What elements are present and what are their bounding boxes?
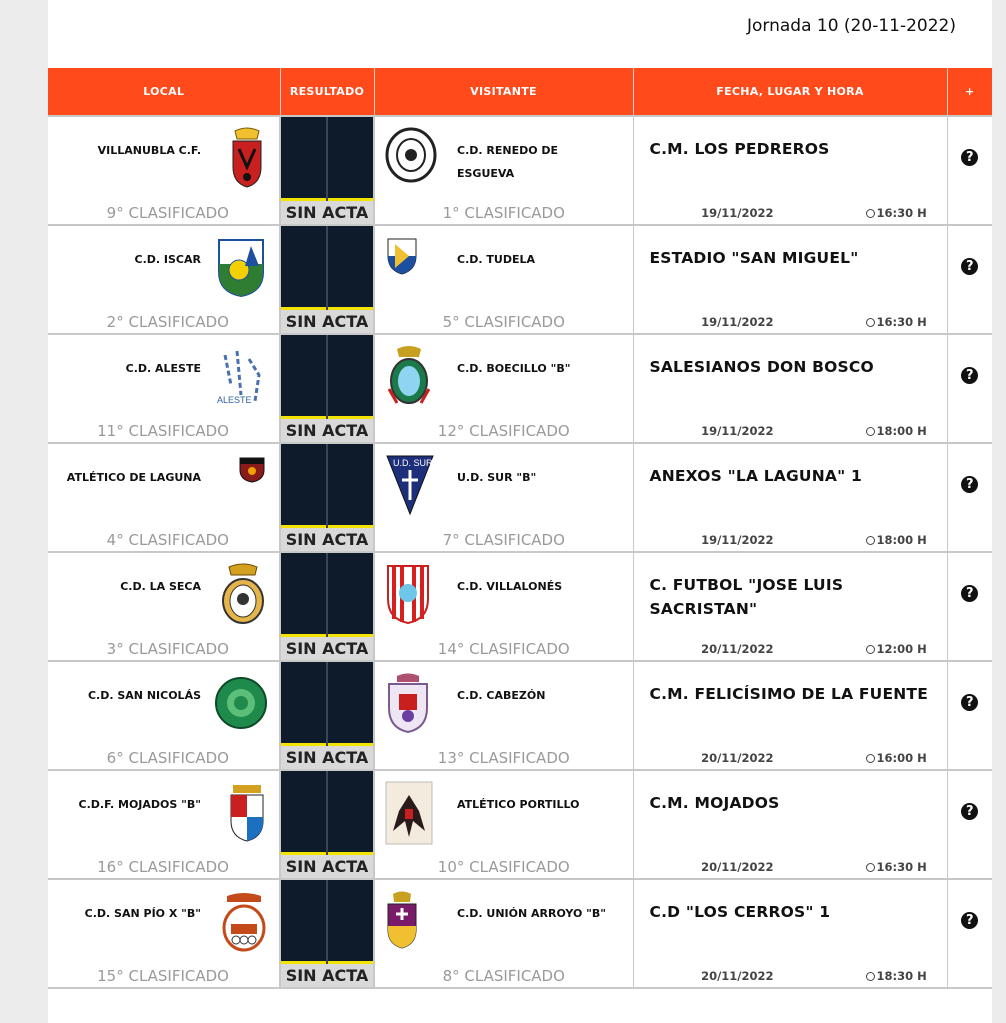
acta-status: SIN ACTA [280,855,374,879]
match-time: 18:00 H [876,532,927,547]
more-info-cell[interactable] [947,443,992,528]
match-date: 20/11/2022 [701,968,774,983]
question-circle-icon[interactable]: ? [961,585,978,602]
visitor-team-cell[interactable] [374,552,633,637]
more-info-cell[interactable] [947,770,992,855]
result-cell [280,225,374,310]
more-info-sub-cell [947,855,992,879]
match-time: 18:00 H [876,423,927,438]
match-row [48,661,992,746]
match-meta-row [48,201,992,225]
question-circle-icon[interactable]: ? [961,476,978,493]
result-cell [280,552,374,637]
visitor-team-cell[interactable] [374,225,633,310]
question-circle-icon[interactable]: ? [961,367,978,384]
datetime-cell [633,419,947,443]
local-team-crest-icon [237,454,267,484]
local-team-name[interactable]: C.D. ALESTE [125,362,201,375]
venue-cell [633,225,947,310]
match-date: 20/11/2022 [701,750,774,765]
datetime-cell [633,637,947,661]
local-team-cell[interactable] [48,770,280,855]
match-date: 19/11/2022 [701,205,774,220]
local-standing-cell [48,855,280,879]
match-meta-row [48,964,992,988]
visitor-team-crest-icon [385,672,431,734]
match-meta-row [48,419,992,443]
clock-icon [866,209,875,218]
more-info-cell[interactable] [947,552,992,637]
result-accent-line [281,307,373,310]
visitor-team-crest-icon [385,454,435,516]
more-info-cell[interactable] [947,334,992,419]
local-standing: 9° CLASIFICADO [106,203,229,222]
more-info-cell[interactable] [947,225,992,310]
clock-icon [866,972,875,981]
column-header-local: LOCAL [48,68,280,116]
column-header-visitante: VISITANTE [374,68,633,116]
result-cell [280,443,374,528]
matches-table [48,68,992,989]
local-team-name[interactable]: C.D. LA SECA [120,580,201,593]
datetime-cell [633,528,947,552]
venue-name: ANEXOS "LA LAGUNA" 1 [649,467,862,485]
venue-cell [633,770,947,855]
match-time: 18:30 H [876,968,927,983]
result-accent-line [281,416,373,419]
venue-name: C.M. MOJADOS [649,794,780,812]
datetime-cell [633,746,947,770]
table-header-row [48,68,992,116]
datetime-cell [633,201,947,225]
acta-status: SIN ACTA [280,746,374,770]
local-team-crest-icon [215,345,267,411]
local-team-cell[interactable] [48,879,280,964]
result-accent-line [281,961,373,964]
visitor-standing-cell [374,528,633,552]
more-info-cell[interactable] [947,116,992,201]
match-time-wrap [866,315,927,329]
visitor-team-crest-icon [385,127,437,183]
match-time-wrap [866,533,927,547]
local-team-name[interactable]: VILLANUBLA C.F. [97,144,201,157]
visitor-standing: 13° CLASIFICADO [437,748,570,767]
match-row [48,334,992,419]
visitor-team-name[interactable]: C.D. VILLALONÉS [457,580,563,593]
visitor-standing: 7° CLASIFICADO [442,530,565,549]
visitor-team-name[interactable]: C.D. BOECILLO "B" [457,362,571,375]
match-time: 16:30 H [876,205,927,220]
match-date: 19/11/2022 [701,423,774,438]
match-date: 19/11/2022 [701,314,774,329]
local-team-name[interactable]: C.D. ISCAR [134,253,201,266]
local-team-cell[interactable] [48,225,280,310]
result-accent-line [281,743,373,746]
acta-status: SIN ACTA [280,637,374,661]
local-team-cell[interactable] [48,334,280,419]
venue-name: ESTADIO "SAN MIGUEL" [649,249,859,267]
local-team-crest-icon [215,672,267,734]
column-header-plus: + [947,68,992,116]
match-time-wrap [866,424,927,438]
local-team-cell[interactable] [48,116,280,201]
visitor-standing-cell [374,855,633,879]
visitor-standing: 10° CLASIFICADO [437,857,570,876]
page [48,0,992,1023]
match-time-wrap [866,969,927,983]
visitor-standing: 12° CLASIFICADO [437,421,570,440]
local-standing-cell [48,964,280,988]
visitor-team-name[interactable]: C.D. UNIÓN ARROYO "B" [457,907,607,920]
more-info-sub-cell [947,201,992,225]
match-date: 20/11/2022 [701,641,774,656]
more-info-sub-cell [947,528,992,552]
result-accent-line [281,198,373,201]
visitor-team-crest-icon [385,345,433,407]
more-info-cell[interactable] [947,661,992,746]
visitor-team-cell[interactable] [374,770,633,855]
local-team-crest-icon [219,563,267,625]
more-info-sub-cell [947,419,992,443]
venue-name: SALESIANOS DON BOSCO [649,358,874,376]
question-circle-icon[interactable]: ? [961,694,978,711]
local-team-name[interactable]: C.D. SAN PÍO X "B" [84,907,201,920]
match-time: 16:30 H [876,859,927,874]
acta-status: SIN ACTA [280,528,374,552]
local-standing-cell [48,419,280,443]
result-cell [280,879,374,964]
clock-icon [866,427,875,436]
venue-cell [633,552,947,637]
match-meta-row [48,528,992,552]
local-team-crest-icon [215,236,267,298]
question-circle-icon[interactable]: ? [961,803,978,820]
more-info-cell[interactable] [947,879,992,964]
acta-status: SIN ACTA [280,419,374,443]
visitor-team-cell[interactable] [374,116,633,201]
result-cell [280,661,374,746]
match-time: 16:30 H [876,314,927,329]
clock-icon [866,536,875,545]
visitor-standing: 8° CLASIFICADO [442,966,565,985]
match-row [48,770,992,855]
visitor-team-name[interactable]: U.D. SUR "B" [457,471,537,484]
local-standing: 15° CLASIFICADO [97,966,229,985]
more-info-sub-cell [947,637,992,661]
match-time: 12:00 H [876,641,927,656]
local-standing: 2° CLASIFICADO [106,312,229,331]
local-team-cell[interactable] [48,443,280,528]
match-time: 16:00 H [876,750,927,765]
visitor-team-crest-icon [385,890,419,950]
question-circle-icon[interactable]: ? [961,149,978,166]
visitor-team-name[interactable]: ATLÉTICO PORTILLO [457,798,580,811]
local-team-crest-icon [227,127,267,189]
visitor-team-cell[interactable] [374,879,633,964]
local-standing-cell [48,746,280,770]
column-header-fecha: FECHA, LUGAR Y HORA [633,68,947,116]
match-date: 20/11/2022 [701,859,774,874]
match-time-wrap [866,642,927,656]
visitor-team-crest-icon [385,781,433,845]
visitor-team-crest-icon [385,563,431,625]
visitor-team-name[interactable]: C.D. CABEZÓN [457,689,546,702]
result-cell [280,334,374,419]
question-circle-icon[interactable]: ? [961,912,978,929]
match-row [48,879,992,964]
clock-icon [866,863,875,872]
result-accent-line [281,525,373,528]
local-standing-cell [48,637,280,661]
local-team-crest-icon [227,781,267,843]
more-info-sub-cell [947,310,992,334]
visitor-team-name[interactable]: C.D. RENEDO DE ESGUEVA [457,144,559,180]
local-standing: 3° CLASIFICADO [106,639,229,658]
clock-icon [866,754,875,763]
match-row [48,443,992,528]
local-standing: 6° CLASIFICADO [106,748,229,767]
venue-cell [633,116,947,201]
visitor-team-crest-icon [385,236,419,276]
local-standing: 16° CLASIFICADO [97,857,229,876]
visitor-team-cell[interactable] [374,661,633,746]
local-team-name[interactable]: ATLÉTICO DE LAGUNA [66,471,201,484]
match-meta-row [48,637,992,661]
result-cell [280,770,374,855]
visitor-standing: 14° CLASIFICADO [437,639,570,658]
venue-name: C.M. FELICÍSIMO DE LA FUENTE [649,685,928,703]
local-standing: 11° CLASIFICADO [97,421,229,440]
venue-name: C.M. LOS PEDREROS [649,140,830,158]
visitor-team-name[interactable]: C.D. TUDELA [457,253,535,266]
local-standing-cell [48,310,280,334]
visitor-team-cell[interactable] [374,334,633,419]
result-accent-line [281,634,373,637]
jornada-title: Jornada 10 (20-11-2022) [746,16,956,36]
match-time-wrap [866,206,927,220]
visitor-standing: 5° CLASIFICADO [442,312,565,331]
clock-icon [866,645,875,654]
match-row [48,552,992,637]
visitor-standing-cell [374,637,633,661]
more-info-sub-cell [947,746,992,770]
match-time-wrap [866,860,927,874]
result-accent-line [281,852,373,855]
local-team-cell[interactable] [48,661,280,746]
local-standing-cell [48,201,280,225]
visitor-standing-cell [374,964,633,988]
result-cell [280,116,374,201]
local-standing-cell [48,528,280,552]
acta-status: SIN ACTA [280,201,374,225]
match-meta-row [48,855,992,879]
venue-name: C. FUTBOL "JOSE LUIS SACRISTAN" [649,576,844,618]
question-circle-icon[interactable]: ? [961,258,978,275]
svg-text:ALESTE: ALESTE [217,395,252,405]
datetime-cell [633,855,947,879]
local-team-cell[interactable] [48,552,280,637]
venue-cell [633,443,947,528]
svg-text:U.D. SUR: U.D. SUR [393,458,433,468]
match-meta-row [48,746,992,770]
match-time-wrap [866,751,927,765]
venue-cell [633,661,947,746]
acta-status: SIN ACTA [280,310,374,334]
local-team-name[interactable]: C.D. SAN NICOLÁS [87,689,201,702]
local-team-crest-icon [221,890,267,952]
local-team-name[interactable]: C.D.F. MOJADOS "B" [78,798,201,811]
visitor-standing-cell [374,201,633,225]
venue-cell [633,879,947,964]
match-date: 19/11/2022 [701,532,774,547]
match-row [48,116,992,201]
visitor-team-cell[interactable] [374,443,633,528]
visitor-standing-cell [374,419,633,443]
venue-cell [633,334,947,419]
visitor-standing-cell [374,746,633,770]
match-meta-row [48,310,992,334]
column-header-resultado: RESULTADO [280,68,374,116]
visitor-standing: 1° CLASIFICADO [442,203,565,222]
datetime-cell [633,310,947,334]
acta-status: SIN ACTA [280,964,374,988]
more-info-sub-cell [947,964,992,988]
visitor-standing-cell [374,310,633,334]
datetime-cell [633,964,947,988]
venue-name: C.D "LOS CERROS" 1 [649,903,831,921]
clock-icon [866,318,875,327]
match-row [48,225,992,310]
local-standing: 4° CLASIFICADO [106,530,229,549]
